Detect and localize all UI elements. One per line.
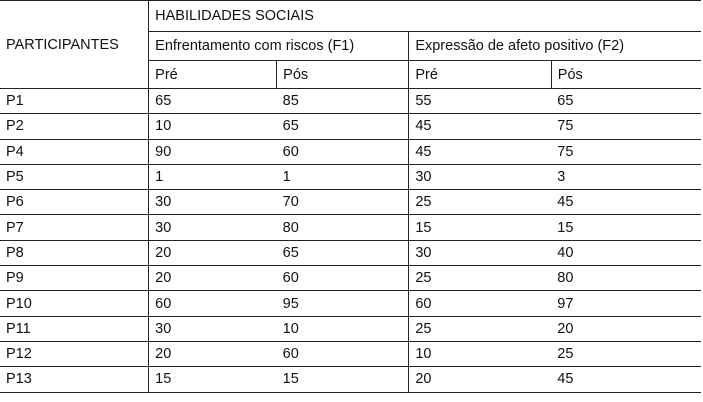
sub-header-f2-pos: Pós <box>551 61 701 89</box>
f1-pos-cell: 65 <box>277 114 409 139</box>
f2-pre-cell: 45 <box>409 114 551 139</box>
f2-pos-cell: 75 <box>551 139 701 164</box>
f1-pos-cell: 10 <box>277 316 409 341</box>
f1-pre-cell: 30 <box>149 316 277 341</box>
f2-pre-cell: 30 <box>409 240 551 265</box>
f1-pos-cell: 60 <box>277 266 409 291</box>
group-header: HABILIDADES SOCIAIS <box>149 1 701 32</box>
f1-pre-cell: 65 <box>149 89 277 114</box>
f2-pos-cell: 3 <box>551 164 701 189</box>
f1-pos-cell: 60 <box>277 139 409 164</box>
f1-pre-cell: 15 <box>149 367 277 392</box>
f1-pos-cell: 60 <box>277 341 409 366</box>
sub-header-f1-pos: Pós <box>277 61 409 89</box>
f2-pos-cell: 75 <box>551 114 701 139</box>
f2-pre-cell: 55 <box>409 89 551 114</box>
table-row <box>0 139 701 164</box>
sub-header-f2-pre: Pré <box>409 61 551 89</box>
participant-cell: P6 <box>0 190 149 215</box>
table-row <box>0 341 701 366</box>
f1-pre-cell: 20 <box>149 240 277 265</box>
f1-pos-cell: 80 <box>277 215 409 240</box>
participants-header: PARTICIPANTES <box>0 1 149 89</box>
f2-pre-cell: 25 <box>409 316 551 341</box>
f1-pos-cell: 95 <box>277 291 409 316</box>
f2-pos-cell: 45 <box>551 367 701 392</box>
f1-pos-cell: 15 <box>277 367 409 392</box>
table-row <box>0 240 701 265</box>
table-row <box>0 266 701 291</box>
f1-pre-cell: 90 <box>149 139 277 164</box>
f1-pos-cell: 70 <box>277 190 409 215</box>
table-row <box>0 164 701 189</box>
participant-cell: P4 <box>0 139 149 164</box>
table-row <box>0 215 701 240</box>
table-row <box>0 114 701 139</box>
table-row <box>0 291 701 316</box>
participant-cell: P11 <box>0 316 149 341</box>
participant-cell: P8 <box>0 240 149 265</box>
f2-pre-cell: 10 <box>409 341 551 366</box>
f2-pos-cell: 65 <box>551 89 701 114</box>
f2-pos-cell: 80 <box>551 266 701 291</box>
table-row <box>0 367 701 392</box>
participant-cell: P7 <box>0 215 149 240</box>
participant-cell: P9 <box>0 266 149 291</box>
f2-pos-cell: 45 <box>551 190 701 215</box>
f2-pos-cell: 97 <box>551 291 701 316</box>
f2-pre-cell: 30 <box>409 164 551 189</box>
participant-cell: P13 <box>0 367 149 392</box>
participant-cell: P2 <box>0 114 149 139</box>
participant-cell: P5 <box>0 164 149 189</box>
participant-cell: P10 <box>0 291 149 316</box>
f1-pre-cell: 20 <box>149 266 277 291</box>
factor-header-f2: Expressão de afeto positivo (F2) <box>409 32 701 61</box>
participant-cell: P12 <box>0 341 149 366</box>
f2-pre-cell: 25 <box>409 266 551 291</box>
f1-pre-cell: 1 <box>149 164 277 189</box>
f1-pre-cell: 20 <box>149 341 277 366</box>
f2-pre-cell: 45 <box>409 139 551 164</box>
f1-pre-cell: 30 <box>149 190 277 215</box>
f2-pre-cell: 60 <box>409 291 551 316</box>
f1-pre-cell: 60 <box>149 291 277 316</box>
f1-pre-cell: 10 <box>149 114 277 139</box>
participant-cell: P1 <box>0 89 149 114</box>
f2-pre-cell: 20 <box>409 367 551 392</box>
f2-pos-cell: 20 <box>551 316 701 341</box>
f2-pre-cell: 15 <box>409 215 551 240</box>
f2-pos-cell: 40 <box>551 240 701 265</box>
f1-pos-cell: 1 <box>277 164 409 189</box>
f1-pos-cell: 65 <box>277 240 409 265</box>
factor-header-f1: Enfrentamento com riscos (F1) <box>149 32 409 61</box>
table-row <box>0 89 701 114</box>
f2-pre-cell: 25 <box>409 190 551 215</box>
f1-pos-cell: 85 <box>277 89 409 114</box>
table-row <box>0 190 701 215</box>
f1-pre-cell: 30 <box>149 215 277 240</box>
table-row <box>0 316 701 341</box>
sub-header-f1-pre: Pré <box>149 61 277 89</box>
f2-pos-cell: 25 <box>551 341 701 366</box>
f2-pos-cell: 15 <box>551 215 701 240</box>
